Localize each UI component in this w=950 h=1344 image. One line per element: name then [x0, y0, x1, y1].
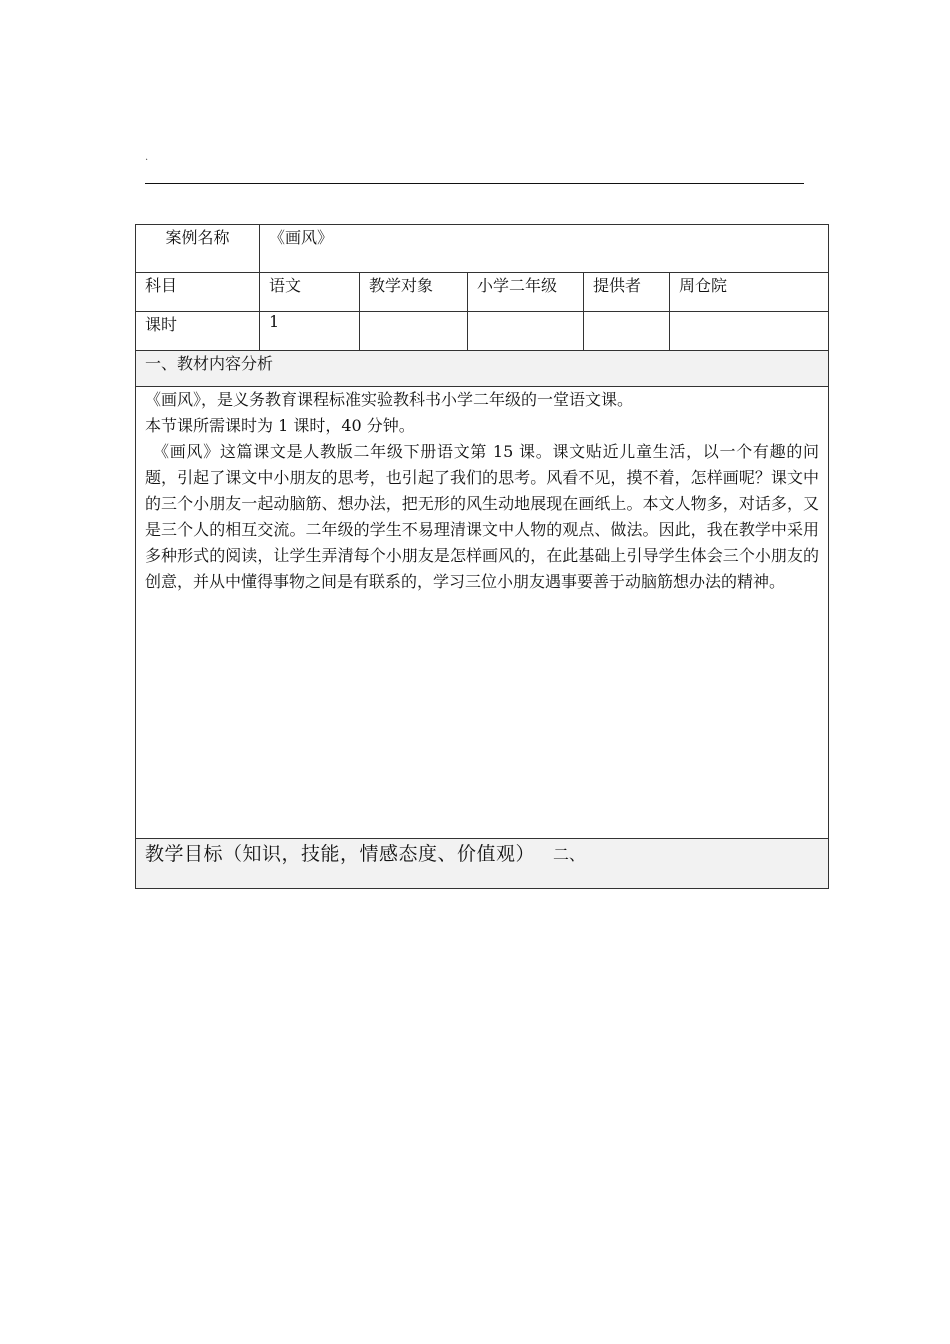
empty-cell [360, 312, 468, 351]
subject-label: 科目 [136, 273, 260, 312]
lesson-table [135, 224, 829, 889]
body-paragraph: 《画风》，是义务教育课程标准实验教科书小学二年级的一堂语文课。 [145, 390, 634, 409]
section2-title: 教学目标（知识，技能，情感态度、价值观） [145, 843, 536, 865]
hours-label: 课时 [136, 312, 260, 351]
audience-label: 教学对象 [360, 273, 468, 312]
section2-header [136, 839, 829, 889]
empty-cell [468, 312, 584, 351]
provider-label: 提供者 [584, 273, 670, 312]
hours-value: 1 [260, 312, 360, 351]
section1-header-row [136, 351, 829, 387]
case-name-row [136, 225, 829, 273]
empty-cell [670, 312, 829, 351]
provider-value: 周仓院 [670, 273, 829, 312]
case-name-label: 案例名称 [136, 225, 260, 273]
section1-body [136, 387, 829, 839]
empty-cell [584, 312, 670, 351]
hours-row [136, 312, 829, 351]
header-rule [145, 183, 804, 184]
case-name-value: 《画风》 [260, 225, 829, 273]
section2-number: 二、 [553, 845, 586, 864]
section1-body-row [136, 387, 829, 839]
subject-row [136, 273, 829, 312]
section1-title: 一、教材内容分析 [136, 351, 829, 387]
header-mark: . [145, 152, 149, 163]
audience-value: 小学二年级 [468, 273, 584, 312]
section2-header-row [136, 839, 829, 889]
body-paragraph: 本节课所需课时为 1 课时，40 分钟。 [145, 416, 415, 435]
subject-value: 语文 [260, 273, 360, 312]
body-paragraph: 《画风》这篇课文是人教版二年级下册语文第 15 课。课文贴近儿童生活，以一个有趣的问题，引起了课文中小朋友的思考，也引起了我们的思考。风看不见，摸不着，怎样画呢？课文中的三个小朋友一起动脑筋、想办法，把无形的风生动地展现在画纸上。本文人物多，对话多，又是三个人的相互交流。二年级的学生不易理清课文中人物的观点、做法。因此，我在教学中采用多种形式的阅读，让学生弄清每个小朋友是怎样画风的，在此基础上引导学生体会三个小朋友的创意，并从中懂得事物之间是有联系的，学习三位小朋友遇事要善于动脑筋想办法的精神。 [145, 442, 820, 591]
